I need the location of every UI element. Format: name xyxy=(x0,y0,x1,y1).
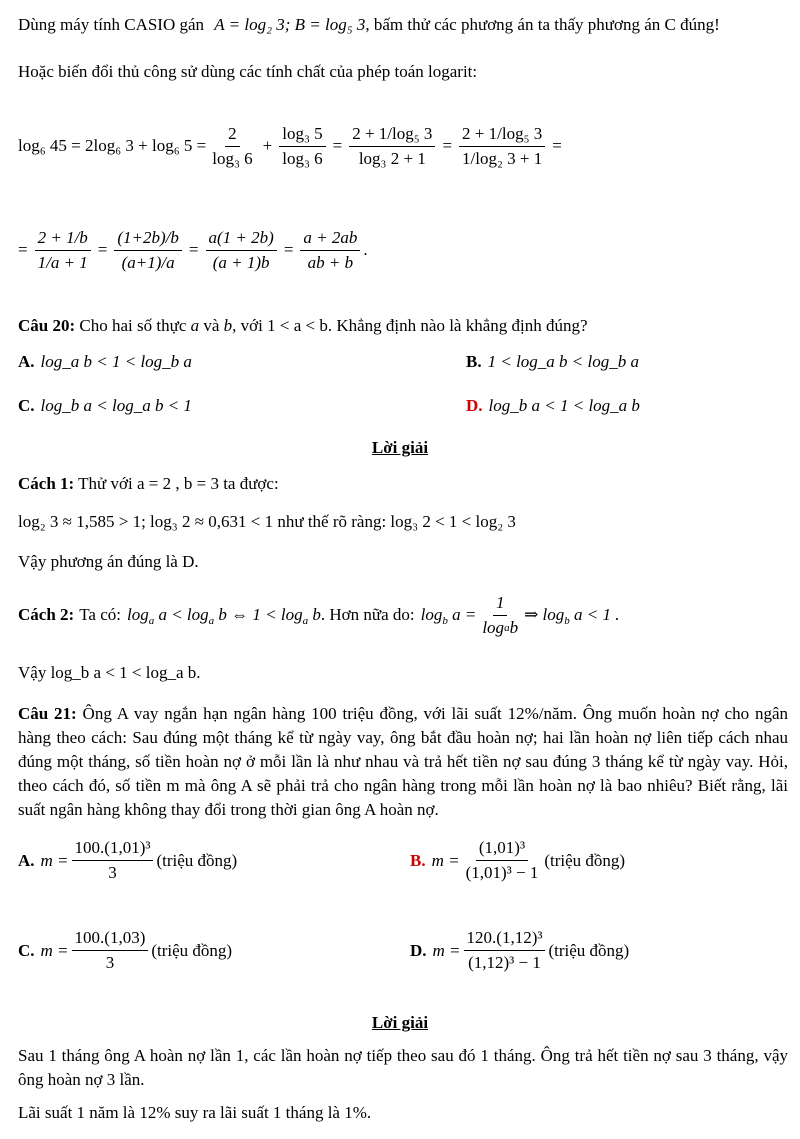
q20-option-c[interactable]: C. log_b a < log_a b < 1 xyxy=(18,396,192,415)
c1-line: Cách 1: Thử với a = 2 , b = 3 ta được: xyxy=(18,474,279,493)
fraction: $\frac{\text{120.(1,12)³}}{\text{(1,12)³ − 1}}$ xyxy=(464,928,546,973)
q21-option-d[interactable]: D. m = $\frac{\text{120.(1,12)³}}{\text{(1,12)³ − 1}}$ (triệu đồng) xyxy=(410,928,630,972)
fraction: $\frac{\text{100.(1,01)³}}{3}$ xyxy=(72,838,154,883)
q21-option-b[interactable]: B. m = $\frac{\text{(1,01)³}}{\text{(1,01)³ − 1}}$ (triệu đồng) xyxy=(410,838,626,882)
intro-text: Dùng máy tính CASIO gán xyxy=(18,15,205,34)
c1-math: log₂ 3 ≈ 1,585 > 1; log₃ 2 ≈ 0,631 < 1 như thế rõ ràng: log₃ 2 < 1 < log₂ 3 xyxy=(18,512,516,531)
question-20: Câu 20: Cho hai số thực a và b, với 1 < a < b. Khẳng định nào là khẳng định đúng? xyxy=(18,316,588,335)
fraction: $\frac{(1+2b)/b}{(a+1)/a}$ xyxy=(114,228,182,273)
intro-math: A = log₂ 3; B = log₅ 3 xyxy=(214,15,366,34)
q21-solution-1: Sau 1 tháng ông A hoàn nợ lần 1, các lần hoàn nợ tiếp theo sau đó 1 tháng. Ông trả hết tiền nợ sau 3 tháng, vậy ông hoàn nợ 3 lần. xyxy=(18,1046,788,1089)
fraction: $\frac{a + 2ab}{ab + b}$ xyxy=(300,228,360,273)
fraction: $\frac{\text{(1,01)³}}{\text{(1,01)³ − 1}}$ xyxy=(465,838,539,882)
fraction: $\frac{2 + 1/b}{1/a + 1}$ xyxy=(35,228,91,273)
q21-option-c[interactable]: C. m = $\frac{100.(1,03)}{3}$ (triệu đồng) xyxy=(18,928,233,972)
c1-conclusion: Vậy phương án đúng là D. xyxy=(18,552,199,571)
question-21: Câu 21: Ông A vay ngắn hạn ngân hàng 100 triệu đồng, với lãi suất 12%/năm. Ông muốn hoàn nợ cho ngân hàng theo cách: Sau đúng một tháng kể từ ngày vay, ông bắt đầu hoàn nợ; hai lần hoàn nợ liên tiếp cách nhau đúng một tháng, số tiền hoàn nợ ở mỗi lần là như nhau và trả hết tiền nợ sau đúng 3 tháng kể từ ngày vay. Hỏi, theo cách đó, số tiền m mà ông A sẽ phải trả cho ngân hàng trong mỗi lần hoàn nợ là bao nhiêu? Biết rằng, lãi suất ngân hàng không thay đổi trong thời gian ông A hoàn nợ. xyxy=(18,704,788,819)
q20-option-b[interactable]: B. 1 < log_a b < log_b a xyxy=(466,352,639,371)
fraction: $\frac{2}{\text{log₃ 6}}$ xyxy=(212,123,253,168)
solution-heading: Lời giải xyxy=(371,438,429,457)
derivation-row-1: log₆ 45 = 2log₆ 3 + log₆ 5 = $\frac{2}{\text{log₃ 6}}$ + $\frac{\text{log₃ 5}}{\text{log₃ 6}}$ = $\frac{\text{2 + 1/log₅ 3}}{\text{log₃ 2 + 1}}$ = $\frac{\text{2 + 1/log₅ 3}}{\text{1/log₂ 3 + 1}}$ = xyxy=(18,123,562,168)
q21-solution-2: Lãi suất 1 năm là 12% suy ra lãi suất 1 tháng là 1%. xyxy=(18,1103,372,1122)
q20-option-d[interactable]: D. log_b a < 1 < log_a b xyxy=(466,396,640,415)
derivation-lead: log₆ 45 = 2log₆ 3 + log₆ 5 = xyxy=(18,136,207,155)
intro-line-1 xyxy=(18,14,720,36)
fraction: $\frac{\text{2 + 1/log₅ 3}}{\text{log₃ 2 + 1}}$ xyxy=(349,124,435,169)
c2-line: Cách 2: Ta có: $\log_a a < \log_a b$ ⇔ $1 < \log_a b$ . Hơn nữa do: $\log_b a$ = 1 log a b ⇒ $\log_b a < 1$ . xyxy=(18,592,620,637)
fraction: 1 log a b xyxy=(482,592,519,637)
question-label: Câu 20: xyxy=(18,316,76,335)
intro-line-2: Hoặc biến đổi thủ công sử dùng các tính chất của phép toán logarit: xyxy=(18,62,478,81)
fraction: $\frac{\text{log₃ 5}}{\text{log₃ 6}}$ xyxy=(279,124,325,169)
fraction: $\frac{100.(1,03)}{3}$ xyxy=(72,928,149,973)
c2-final: Vậy log_b a < 1 < log_a b. xyxy=(18,663,201,682)
fraction: $\frac{a(1 + 2b)}{(a + 1)b}$ xyxy=(206,228,277,273)
q20-option-a[interactable]: A. log_a b < 1 < log_b a xyxy=(18,352,192,371)
question-label: Câu 21: xyxy=(18,704,77,723)
q21-option-a[interactable]: A. m = $\frac{\text{100.(1,01)³}}{3}$ (triệu đồng) xyxy=(18,838,238,882)
derivation-row-2: = $\frac{2 + 1/b}{1/a + 1}$ = $\frac{(1+2b)/b}{(a+1)/a}$ = $\frac{a(1 + 2b)}{(a + 1)b}$ = $\frac{a + 2ab}{ab + b}$ . xyxy=(18,227,368,272)
fraction: $\frac{\text{2 + 1/log₅ 3}}{\text{1/log₂ 3 + 1}}$ xyxy=(459,124,545,169)
solution-heading-21: Lời giải xyxy=(371,1013,429,1032)
intro-text-post: , bấm thử các phương án ta thấy phương án C đúng! xyxy=(365,15,720,34)
